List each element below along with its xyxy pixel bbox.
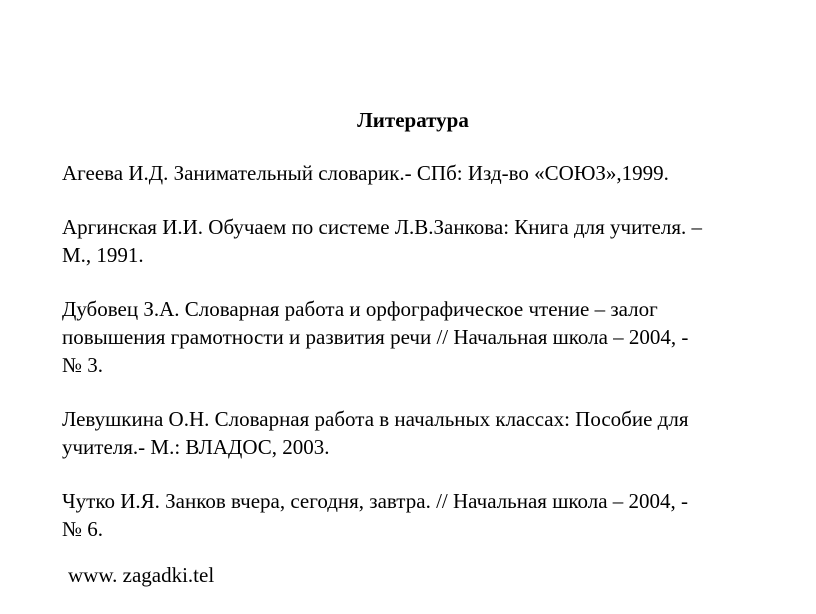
reference-line: учителя.- М.: ВЛАДОС, 2003. xyxy=(62,435,330,459)
page-title: Литература xyxy=(357,108,469,132)
reference-list xyxy=(62,159,814,569)
reference-line: Аргинская И.И. Обучаем по системе Л.В.Занкова: Книга для учителя. – xyxy=(62,215,702,239)
reference-item xyxy=(62,159,814,187)
reference-item xyxy=(62,295,814,379)
reference-item xyxy=(62,405,814,461)
reference-line: Дубовец З.А. Словарная работа и орфографическое чтение – залог xyxy=(62,297,658,321)
footer-website: www. zagadki.tel xyxy=(68,563,215,587)
reference-line: № 3. xyxy=(62,353,104,377)
reference-line: № 6. xyxy=(62,517,104,541)
reference-line: Агеева И.Д. Занимательный словарик.- СПб: Изд-во «СОЮЗ»,1999. xyxy=(62,161,669,185)
reference-item xyxy=(62,487,814,543)
reference-line: Левушкина О.Н. Словарная работа в начальных классах: Пособие для xyxy=(62,407,689,431)
reference-line: Чутко И.Я. Занков вчера, сегодня, завтра. // Начальная школа – 2004, - xyxy=(62,489,689,513)
reference-line: повышения грамотности и развития речи // Начальная школа – 2004, - xyxy=(62,325,689,349)
reference-line: М., 1991. xyxy=(62,243,144,267)
reference-item xyxy=(62,213,814,269)
